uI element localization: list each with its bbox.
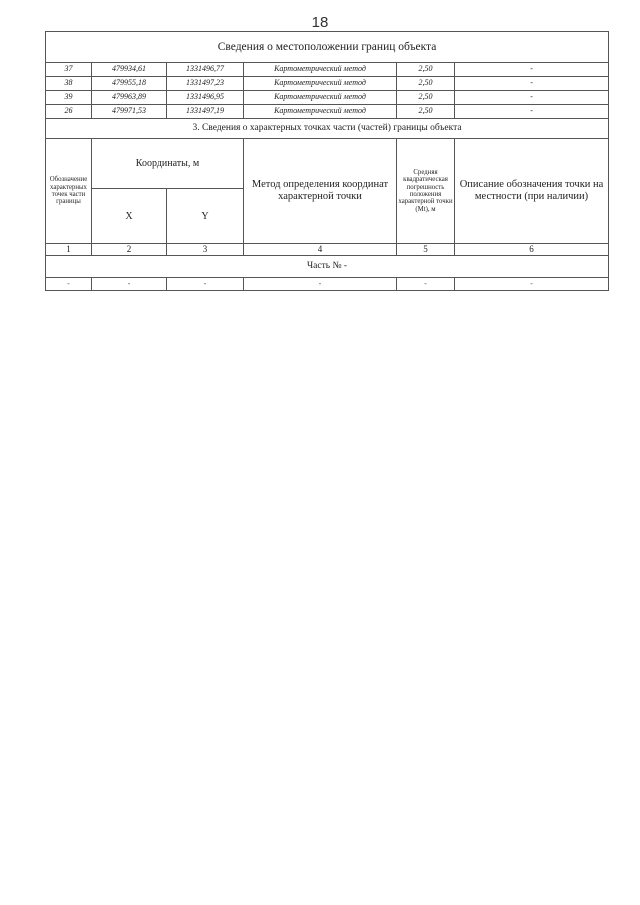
header-accuracy: Средняя квадратическая погрешность положения характерной точки (Mt), м (397, 139, 455, 244)
accuracy-cell: 2,50 (397, 105, 455, 119)
empty-cell: - (46, 278, 92, 291)
accuracy-cell: 2,50 (397, 91, 455, 105)
description-cell: - (455, 91, 609, 105)
point-cell: 38 (46, 77, 92, 91)
boundary-table (45, 31, 609, 291)
point-cell: 26 (46, 105, 92, 119)
column-number: 5 (397, 244, 455, 256)
header-row (46, 139, 609, 189)
header-x: X (92, 189, 167, 244)
table-row (46, 105, 609, 119)
description-cell: - (455, 63, 609, 77)
part-label: Часть № - (46, 256, 609, 278)
description-cell: - (455, 77, 609, 91)
header-designation: Обозначение характерных точек части границы (46, 139, 92, 244)
header-coordinates: Координаты, м (92, 139, 244, 189)
point-cell: 37 (46, 63, 92, 77)
method-cell: Картометрический метод (244, 77, 397, 91)
table-row (46, 91, 609, 105)
y-cell: 1331496,95 (167, 91, 244, 105)
section-parts-title: 3. Сведения о характерных точках части (частей) границы объекта (46, 119, 609, 139)
empty-cell: - (92, 278, 167, 291)
section-boundary-title: Сведения о местоположении границ объекта (46, 32, 609, 63)
accuracy-cell: 2,50 (397, 77, 455, 91)
point-cell: 39 (46, 91, 92, 105)
x-cell: 479963,89 (92, 91, 167, 105)
column-number: 1 (46, 244, 92, 256)
header-method: Метод определения координат характерной точки (244, 139, 397, 244)
part-row (46, 256, 609, 278)
accuracy-cell: 2,50 (397, 63, 455, 77)
description-cell: - (455, 105, 609, 119)
table-row (46, 278, 609, 291)
section-title-row (46, 119, 609, 139)
table-row (46, 63, 609, 77)
empty-cell: - (167, 278, 244, 291)
column-number: 6 (455, 244, 609, 256)
header-y: Y (167, 189, 244, 244)
column-number: 3 (167, 244, 244, 256)
page-number: 18 (311, 14, 329, 31)
x-cell: 479971,53 (92, 105, 167, 119)
y-cell: 1331496,77 (167, 63, 244, 77)
x-cell: 479955,18 (92, 77, 167, 91)
y-cell: 1331497,19 (167, 105, 244, 119)
method-cell: Картометрический метод (244, 91, 397, 105)
column-number: 4 (244, 244, 397, 256)
header-description: Описание обозначения точки на местности (при наличии) (455, 139, 609, 244)
column-number: 2 (92, 244, 167, 256)
empty-cell: - (455, 278, 609, 291)
column-number-row (46, 244, 609, 256)
method-cell: Картометрический метод (244, 63, 397, 77)
y-cell: 1331497,23 (167, 77, 244, 91)
method-cell: Картометрический метод (244, 105, 397, 119)
empty-cell: - (397, 278, 455, 291)
table-row (46, 77, 609, 91)
section-title-row (46, 32, 609, 63)
x-cell: 479934,61 (92, 63, 167, 77)
empty-cell: - (244, 278, 397, 291)
